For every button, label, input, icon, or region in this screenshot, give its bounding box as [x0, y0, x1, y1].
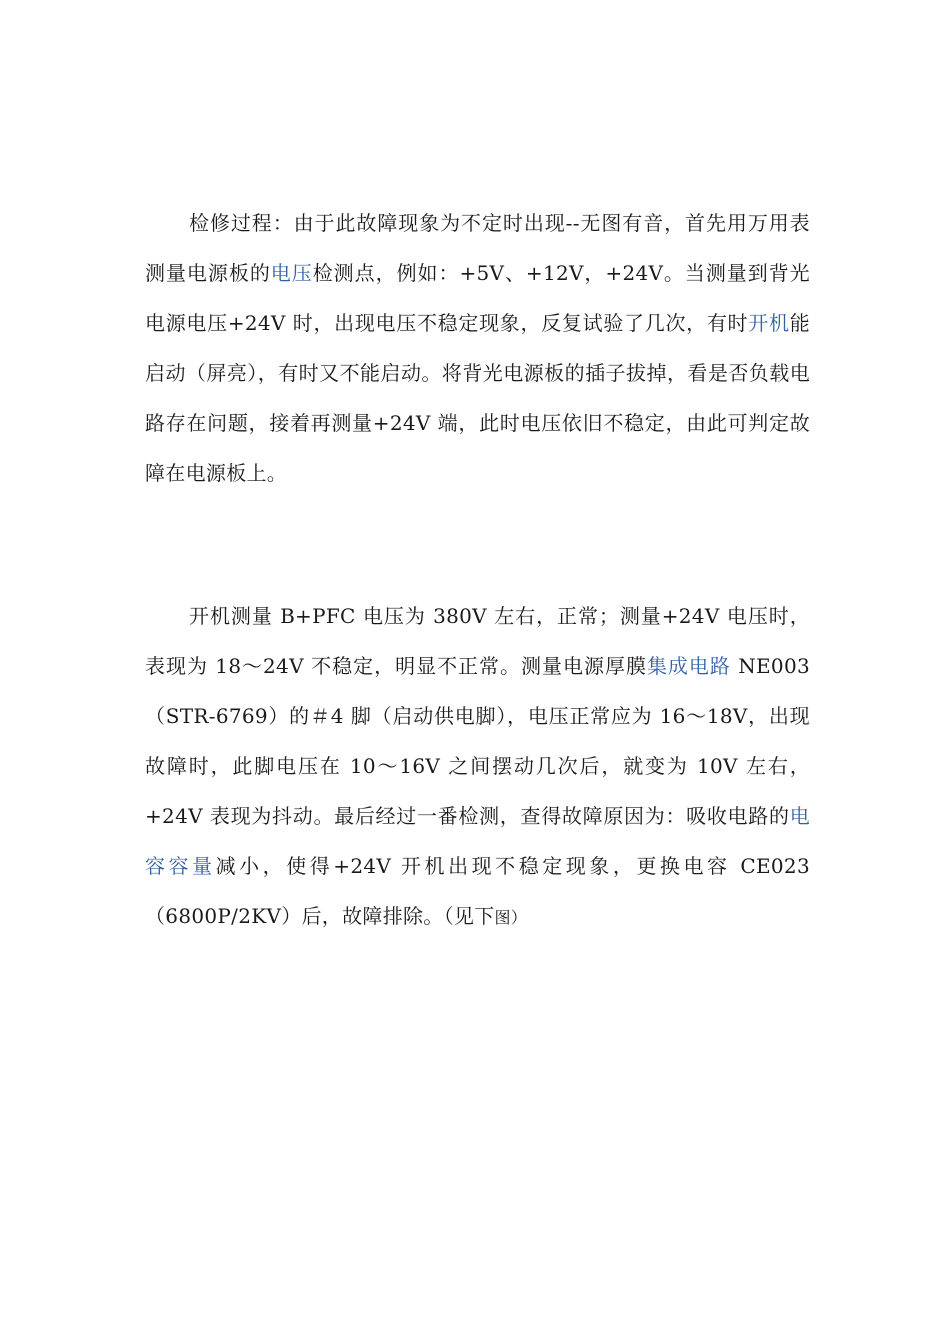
- paragraph-text: 检测点，例如：+5V、+12V，+24V。当测量到背光电源电压+24V 时，出现电压不稳定现象，反复试验了几次，有时: [145, 261, 810, 335]
- paragraph-text: 能启动（屏亮），有时又不能启动。将背光电源板的插子拔掉，看是否负载电路存在问题，接着再测量+24V 端，此时电压依旧不稳定，由此可判定故障在电源板上。: [145, 311, 810, 485]
- measurement-paragraph: [145, 591, 810, 943]
- paragraph-text: NE003（STR-6769）的＃4 脚（启动供电脚），电压正常应为 16～18V，出现故障时，此脚电压在 10～16V 之间摆动几次后，就变为 10V 左右，+24V 表现为抖动。最后经过一番检测，查得故障原因为：吸收电路的: [145, 654, 811, 828]
- voltage-link[interactable]: 电压: [270, 261, 313, 285]
- repair-process-paragraph: [145, 198, 810, 498]
- paragraph-text: 减小，使得+24V 开机出现不稳定现象，更换电容 CE023（6800P/2KV）后，故障排除。（见下: [145, 854, 810, 928]
- power-on-link[interactable]: 开机: [748, 311, 790, 335]
- figure-reference-text: 图）: [494, 908, 528, 927]
- paragraph-text: 检修过程：由于此故障现象为不定时出现--无图有音，首先用万用表测量电源板的: [145, 211, 810, 285]
- paragraph-text: 开机测量 B+PFC 电压为 380V 左右，正常；测量+24V 电压时，表现为 18～24V 不稳定，明显不正常。测量电源厚膜: [145, 604, 810, 678]
- capacitance-link[interactable]: 电容容量: [145, 804, 810, 878]
- integrated-circuit-link[interactable]: 集成电路: [646, 654, 731, 678]
